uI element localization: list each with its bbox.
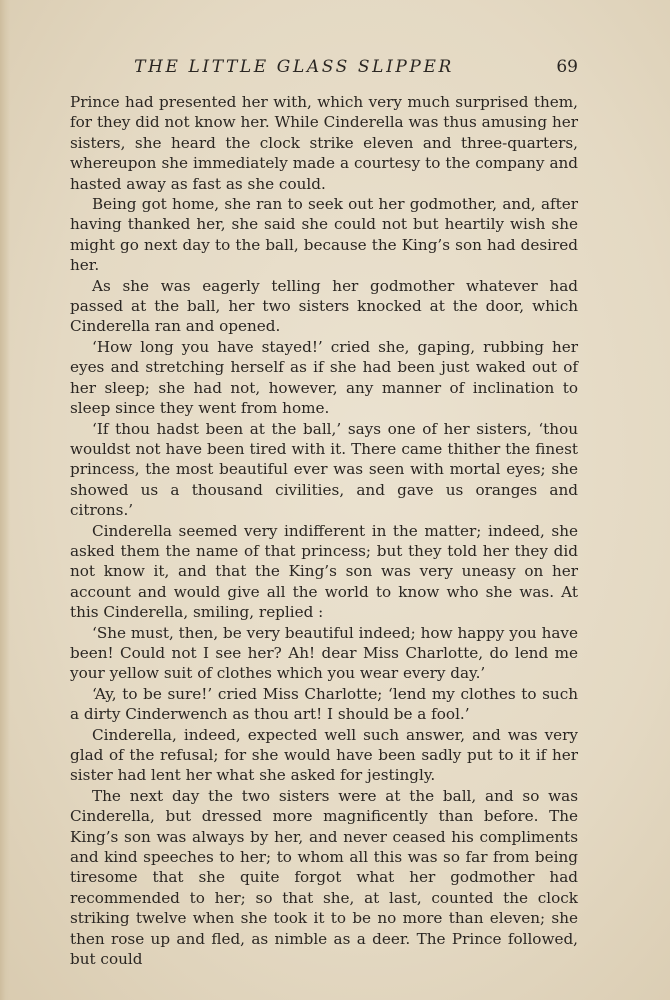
paragraph: Cinderella seemed very indifferent in the matter; indeed, she asked them the name of that princess; but they told her they did not know it, and that the King’s son was very uneasy on her account and would give all the world to know who she was. At this Cinderella, smiling, replied : bbox=[70, 521, 578, 622]
body-text bbox=[70, 92, 578, 969]
paragraph: As she was eagerly telling her godmother whatever had passed at the ball, her two sisters knocked at the door, which Cinderella ran and opened. bbox=[70, 276, 578, 336]
paragraph: Being got home, she ran to seek out her godmother, and, after having thanked her, she said she could not but heartily wish she might go next day to the ball, because the King’s son had desired her. bbox=[70, 195, 578, 275]
paragraph: ‘If thou hadst been at the ball,’ says one of her sisters, ‘thou wouldst not have been tired with it. There came thither the finest princess, the most beautiful ever was seen with mortal eyes; she showed us a thousand civilities, and gave us oranges and citrons.’ bbox=[70, 419, 578, 520]
page-binding-edge bbox=[0, 0, 10, 1000]
paragraph: The next day the two sisters were at the ball, and so was Cinderella, but dressed more magnificently than before. The King’s son was always by her, and never ceased his compliments and kind speeches to her; to whom all this was so far from being tiresome that she quite forgot what her godmother had recommended to her; so that she, at last, counted the clock striking twelve when she took it to be no more than eleven; she then rose up and fled, as nimble as a deer. The Prince followed, but could bbox=[70, 786, 578, 969]
page-number: 69 bbox=[556, 57, 578, 77]
page-header bbox=[70, 54, 578, 80]
running-head: THE LITTLE GLASS SLIPPER bbox=[134, 57, 454, 77]
paragraph: ‘How long you have stayed!’ cried she, gaping, rubbing her eyes and stretching herself as if she had been just waked out of her sleep; she had not, however, any manner of inclination to sleep since they went from home. bbox=[70, 337, 578, 418]
paragraph: Cinderella, indeed, expected well such answer, and was very glad of the refusal; for she would have been sadly put to it if her sister had lent her what she asked for jestingly. bbox=[70, 725, 578, 785]
paragraph: Prince had presented her with, which very much surprised them, for they did not know her. While Cinderella was thus amusing her sisters, she heard the clock strike eleven and three-quarters, whereupon she immediately made a courtesy to the company and hasted away as fast as she could. bbox=[70, 93, 578, 193]
paragraph: ‘She must, then, be very beautiful indeed; how happy you have been! Could not I see her? Ah! dear Miss Charlotte, do lend me your yellow suit of clothes which you wear every day.’ bbox=[70, 623, 578, 683]
paragraph: ‘Ay, to be sure!’ cried Miss Charlotte; ‘lend my clothes to such a dirty Cinderwench as thou art! I should be a fool.’ bbox=[70, 684, 578, 724]
